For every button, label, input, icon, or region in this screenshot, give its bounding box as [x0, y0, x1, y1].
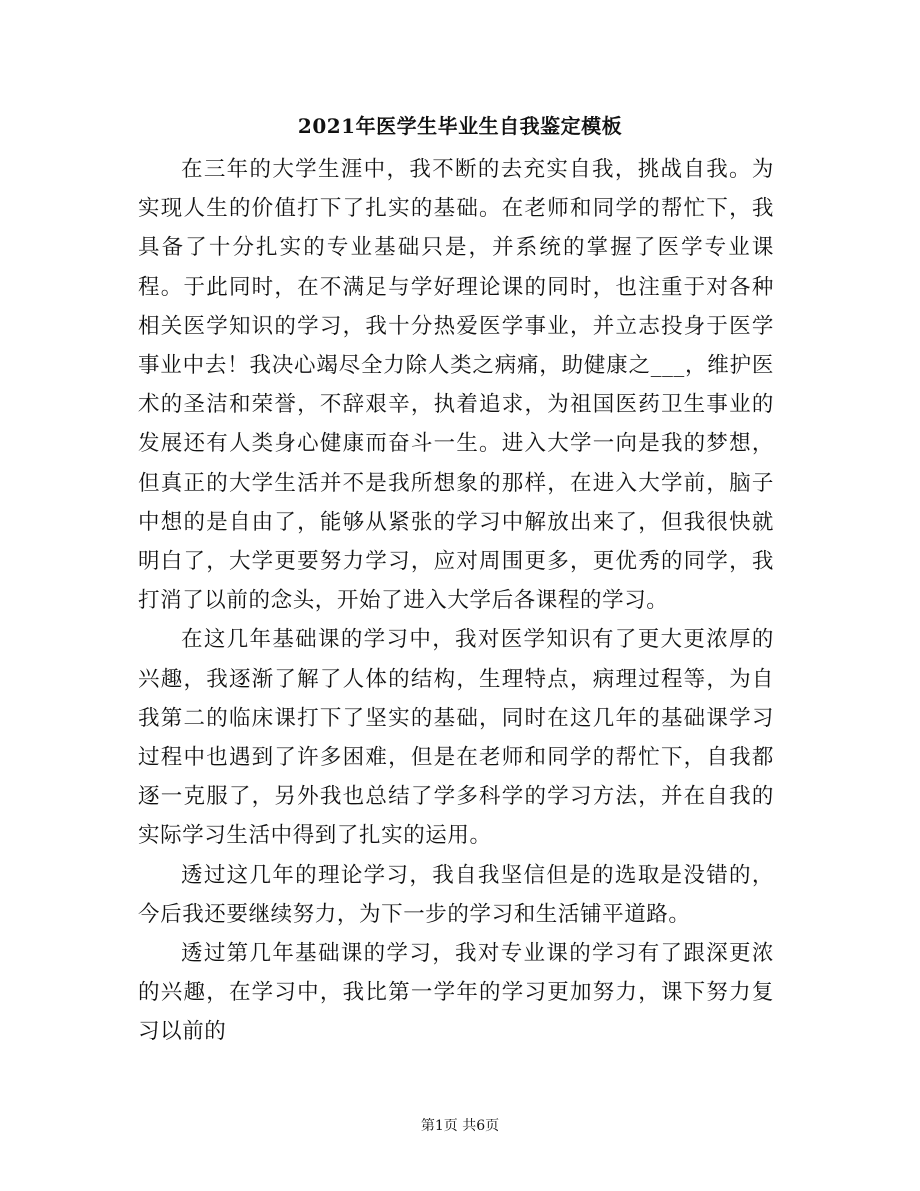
page-footer: 第1页 共6页: [420, 1118, 500, 1134]
paragraph: 透过这几年的理论学习，我自我坚信但是的选取是没错的，今后我还要继续努力，为下一步的学习和生活铺平道路。: [138, 862, 774, 927]
document-title: 2021年医学生毕业生自我鉴定模板: [297, 114, 623, 138]
paragraph: 在这几年基础课的学习中，我对医学知识有了更大更浓厚的兴趣，我逐渐了解了人体的结构，生理特点，病理过程等，为自我第二的临床课打下了坚实的基础，同时在这几年的基础课学习过程中也遇到了许多困难，但是在老师和同学的帮忙下，自我都逐一克服了，另外我也总结了学多科学的学习方法，并在自我的实际学习生活中得到了扎实的运用。: [138, 627, 774, 849]
document-body: [138, 150, 774, 1052]
paragraph: 透过第几年基础课的学习，我对专业课的学习有了跟深更浓的兴趣，在学习中，我比第一学年的学习更加努力，课下努力复习以前的: [138, 941, 774, 1045]
paragraph: 在三年的大学生涯中，我不断的去充实自我，挑战自我。为实现人生的价值打下了扎实的基础。在老师和同学的帮忙下，我具备了十分扎实的专业基础只是，并系统的掌握了医学专业课程。于此同时，在不满足与学好理论课的同时，也注重于对各种相关医学知识的学习，我十分热爱医学事业，并立志投身于医学事业中去！我决心竭尽全力除人类之病痛，助健康之___，维护医术的圣洁和荣誉，不辞艰辛，执着追求，为祖国医药卫生事业的发展还有人类身心健康而奋斗一生。进入大学一向是我的梦想，但真正的大学生活并不是我所想象的那样，在进入大学前，脑子中想的是自由了，能够从紧张的学习中解放出来了，但我很快就明白了，大学更要努力学习，应对周围更多，更优秀的同学，我打消了以前的念头，开始了进入大学后各课程的学习。: [138, 157, 774, 614]
